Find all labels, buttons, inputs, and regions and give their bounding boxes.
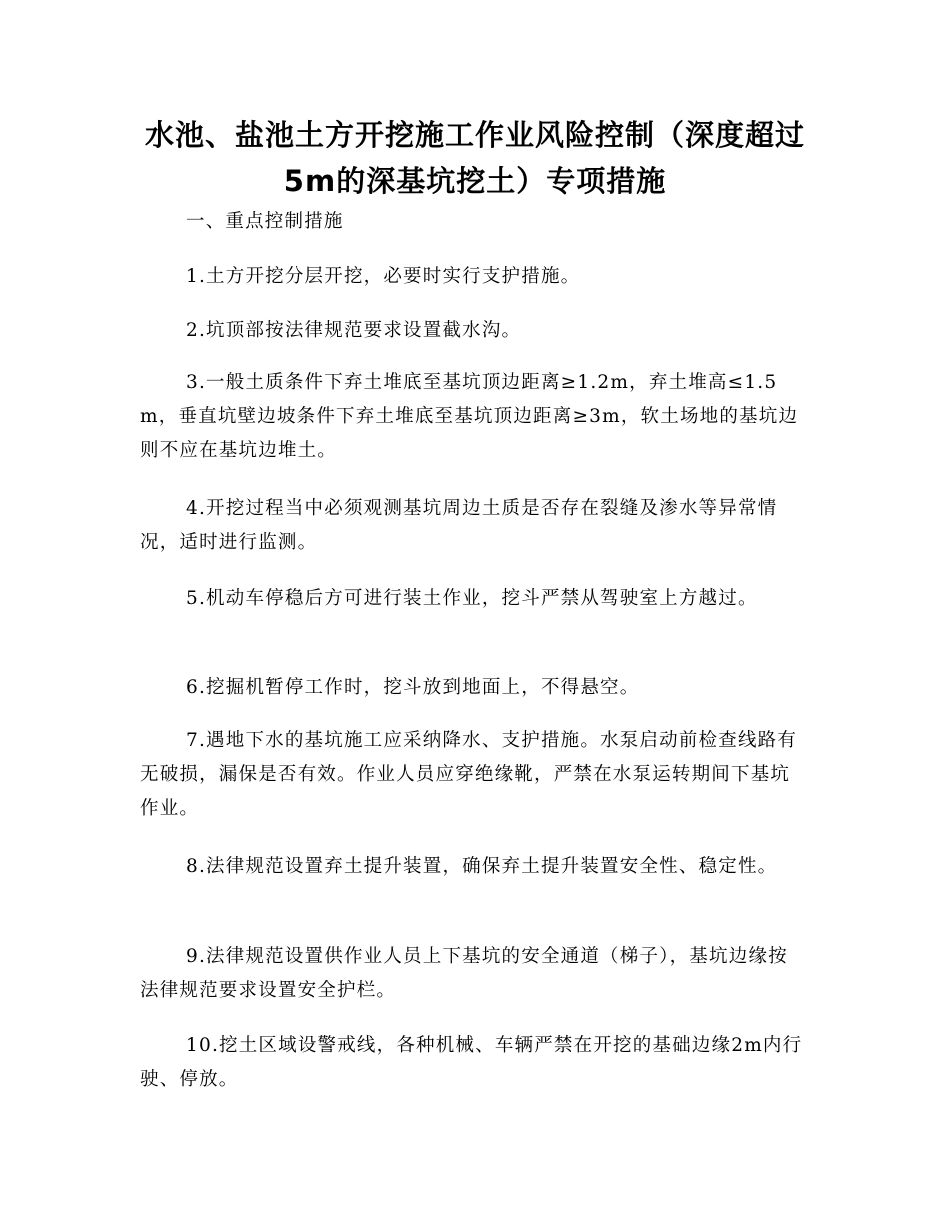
measure-item-9: 9.法律规范设置供作业人员上下基坑的安全通道（梯子），基坑边缘按法律规范要求设置安全护栏。: [140, 946, 788, 1001]
section-heading: 一、重点控制措施: [186, 211, 344, 232]
measure-item-4: 4.开挖过程当中必须观测基坑周边土质是否存在裂缝及渗水等异常情况，适时进行监测。: [140, 498, 778, 553]
measure-item-10: 10.挖土区域设警戒线，各种机械、车辆严禁在开挖的基础边缘2m内行驶、停放。: [140, 1035, 803, 1090]
measure-item-1: 1.土方开挖分层开挖，必要时实行支护措施。: [186, 266, 581, 287]
measure-item-8: 8.法律规范设置弃土提升装置，确保弃土提升装置安全性、稳定性。: [186, 856, 778, 877]
measure-item-2: 2.坑顶部按法律规范要求设置截水沟。: [186, 320, 522, 341]
measure-item-6: 6.挖掘机暂停工作时，挖斗放到地面上，不得悬空。: [186, 677, 640, 698]
measure-item-7: 7.遇地下水的基坑施工应采纳降水、支护措施。水泵启动前检查线路有无破损，漏保是否有效。作业人员应穿绝缘靴，严禁在水泵运转期间下基坑作业。: [140, 730, 798, 819]
measure-item-3: 3.一般土质条件下弃土堆底至基坑顶边距离≥1.2m，弃土堆高≤1.5m，垂直坑壁边坡条件下弃土堆底至基坑顶边距离≥3m，软土场地的基坑边则不应在基坑边堆土。: [140, 372, 799, 461]
document-title: 水池、盐池土方开挖施工作业风险控制（深度超过5m的深基坑挖土）专项措施: [144, 118, 805, 198]
measure-item-5: 5.机动车停稳后方可进行装土作业，挖斗严禁从驾驶室上方越过。: [186, 588, 758, 609]
